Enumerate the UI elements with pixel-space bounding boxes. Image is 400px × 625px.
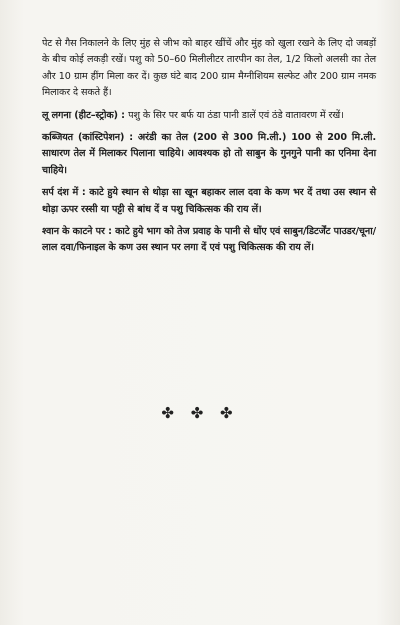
paragraph-heading: सर्प दंश में :: [42, 187, 90, 199]
paragraph-text: काटे हुये स्थान से थोड़ा सा खून बहाकर लाल दवा के कण भर दें तथा उस स्थान से थोड़ा ऊपर रस्सी या पट्टी से बांध दें व पशु चिकित्सक की राय लें।: [42, 187, 376, 215]
paragraph-text: पशु के सिर पर बर्फ या ठंडा पानी डालें एवं ठंडे वातावरण में रखें।: [128, 109, 344, 121]
paragraph-text: अरंडी का तेल (200 से 300 मि.ली.) 100 से 200 मि.ली. साधारण तेल में मिलाकर पिलाना चाहिये। आवश्यक हो तो साबुन के गुनगुने पानी का एनिमा देना चाहिये।: [42, 132, 376, 176]
paragraph-text: पेट से गैस निकालने के लिए मुंह से जीभ को बाहर खींचें और मुंह को खुला रखने के लिए दो जबड़ों के बीच कोई लकड़ी रखें। पशु को 50–60 मिलीलीटर तारपीन का तेल, 1/2 किलो अलसी का तेल और 10 ग्राम हींग मिला कर दें। कुछ घंटे बाद 200 ग्राम मैग्नीशियम सल्फेट और 200 ग्राम नमक मिलाकर दे सकते हैं।: [42, 38, 376, 99]
paragraph-heading: श्वान के काटने पर :: [42, 226, 116, 238]
paragraph-snake-bite: [42, 185, 376, 218]
paragraph-heat-stroke: [42, 108, 376, 124]
paragraph-constipation: [42, 130, 376, 179]
paragraph-heading: लू लगना (हीट–स्ट्रोक) :: [42, 109, 129, 121]
paragraph-heading: कब्जियत (कांस्टिपेशन) :: [42, 132, 138, 144]
paragraph-gas-relief: [42, 36, 376, 102]
page-text-column: [42, 36, 376, 263]
paragraph-text: काटे हुये भाग को तेज प्रवाह के पानी से धोंए एवं साबुन/डिटर्जेंट पाउडर/चूना/लाल दवा/फिनाइल के कण उस स्थान पर लगा दें एवं पशु चिकित्सक की राय लें।: [42, 226, 376, 254]
section-end-ornament: ✤ ✤ ✤: [161, 404, 239, 422]
paragraph-dog-bite: [42, 224, 376, 257]
